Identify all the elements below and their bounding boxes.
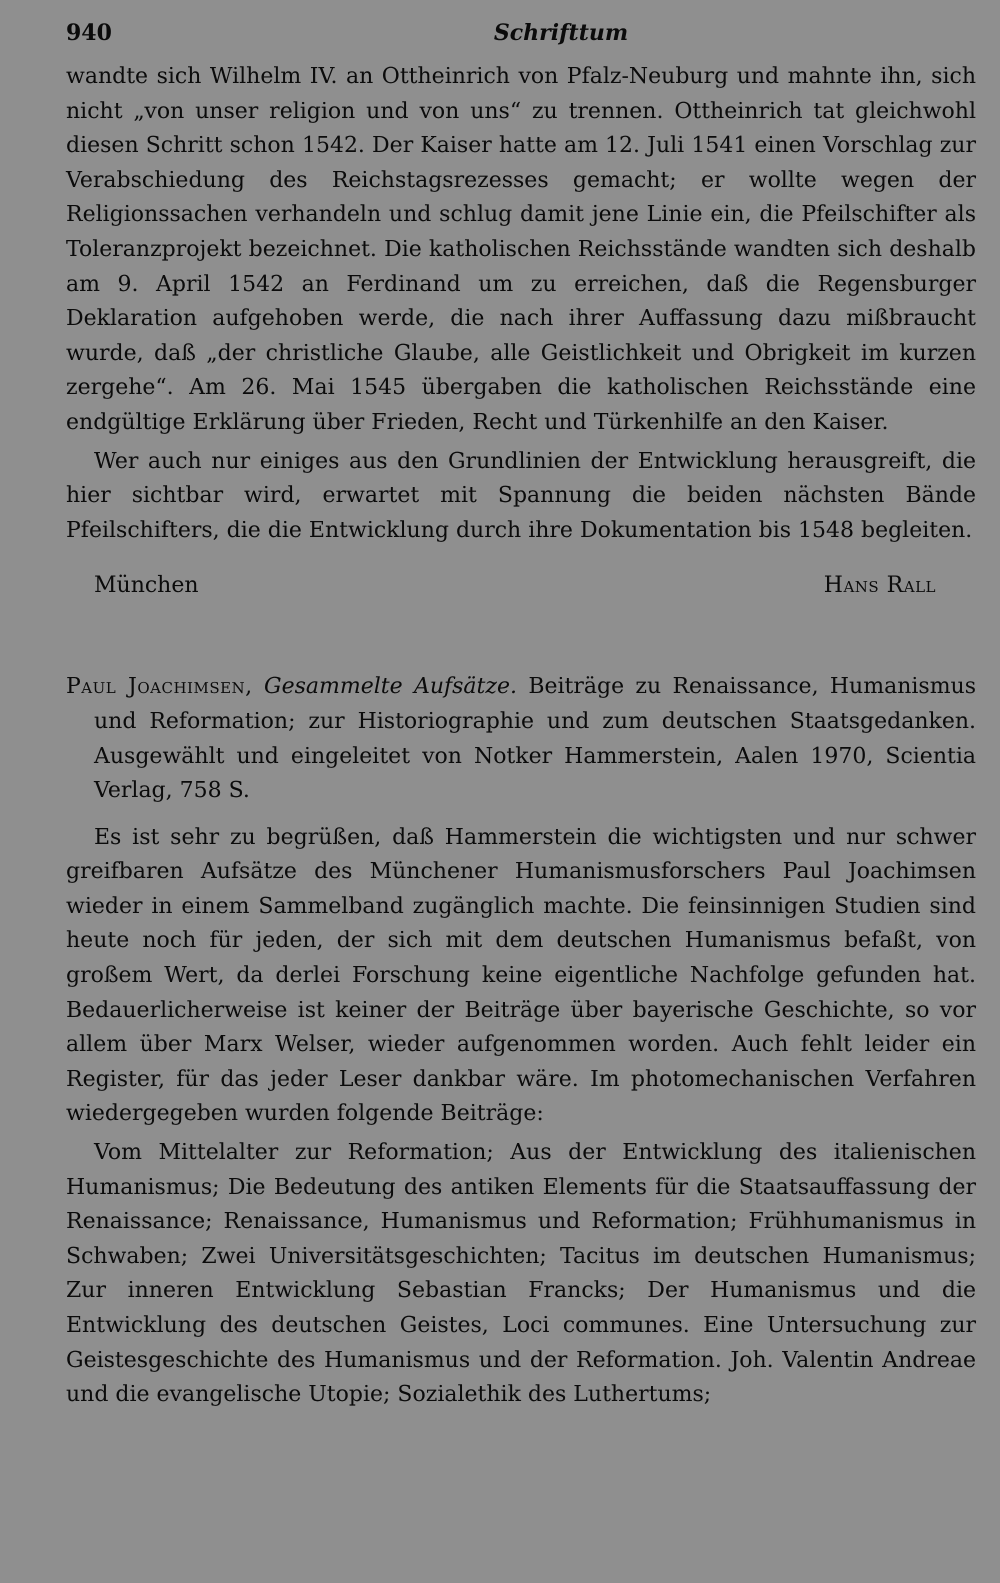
review2-paragraph-2: Vom Mittelalter zur Reformation; Aus der Entwicklung des italienischen Humanismus; Die Bedeutung des antiken Elements für die Staatsauffassung der Renaissance; Renaissance, Humanismus und Reformation; Frühhumanismus in Schwaben; Zwei Universitätsgeschichten; Tacitus im deutschen Humanismus; Zur inneren Entwicklung Sebastian Francks; Der Humanismus und die Entwicklung des deutschen Geistes, Loci communes. Eine Untersuchung zur Geistesgeschichte des Humanismus und der Reformation. Joh. Valentin Andreae und die evangelische Utopie; Sozialethik des Luthertums; [66, 1140, 976, 1408]
citation-author: Paul Joachimsen, [66, 674, 253, 700]
review1-signature [66, 573, 976, 607]
review1-paragraph-1: wandte sich Wilhelm IV. an Ottheinrich von Pfalz-Neuburg und mahnte ihn, sich nicht „von unser religion und von uns“ zu trennen. Ottheinrich tat gleichwohl diesen Schritt schon 1542. Der Kaiser hatte am 12. Juli 1541 einen Vorschlag zur Verabschiedung des Reichstagsrezesses gemacht; er wollte wegen der Religionssachen verhandeln und schlug damit jene Linie ein, die Pfeilschifter als Toleranzprojekt bezeichnet. Die katholischen Reichsstände wandten sich deshalb am 9. April 1542 an Ferdinand um zu erreichen, daß die Regensburger Deklaration aufgehoben werde, die nach ihrer Auffassung dazu mißbraucht wurde, daß „der christliche Glaube, alle Geistlichkeit und Obrigkeit im kurzen zergehe“. Am 26. Mai 1545 übergaben die katholischen Reichsstände eine endgültige Erklärung über Frieden, Recht und Türkenhilfe an den Kaiser. [66, 64, 976, 435]
running-head [66, 20, 976, 60]
citation-details: Beiträge zu Renaissance, Humanismus und Reformation; zur Historiographie und zum deutschen Staatsgedanken. Ausgewählt und eingeleitet von Notker Hammerstein, Aalen 1970, Scientia Verlag, 758 S. [94, 674, 977, 804]
page-number: 940 [66, 20, 112, 46]
signature-place: München [94, 573, 199, 599]
review2-paragraph-1: Es ist sehr zu begrüßen, daß Hammerstein die wichtigsten und nur schwer greifbaren Aufsätze des Münchener Humanismusforschers Paul Joachimsen wieder in einem Sammelband zugänglich machte. Die feinsinnigen Studien sind heute noch für jeden, der sich mit dem deutschen Humanismus befaßt, von großem Wert, da derlei Forschung keine eigentliche Nachfolge gefunden hat. Bedauerlicherweise ist keiner der Beiträge über bayerische Geschichte, so vor allem über Marx Welser, wieder aufgenommen worden. Auch fehlt leider ein Register, für das jeder Leser dankbar wäre. Im photomechanischen Verfahren wiedergegeben wurden folgende Beiträge: [66, 824, 976, 1127]
review1-paragraph-2: Wer auch nur einiges aus den Grundlinien der Entwicklung herausgreift, die hier sichtbar wird, erwartet mit Spannung die beiden nächsten Bände Pfeilschifters, die die Entwicklung durch ihre Dokumentation bis 1548 begleiten. [66, 448, 976, 543]
book-page [66, 20, 976, 1413]
citation-title: Gesammelte Aufsätze. [264, 674, 517, 700]
running-title: Schrifttum [493, 20, 629, 46]
signature-author: Hans Rall [823, 573, 936, 599]
review2-citation [66, 670, 976, 808]
